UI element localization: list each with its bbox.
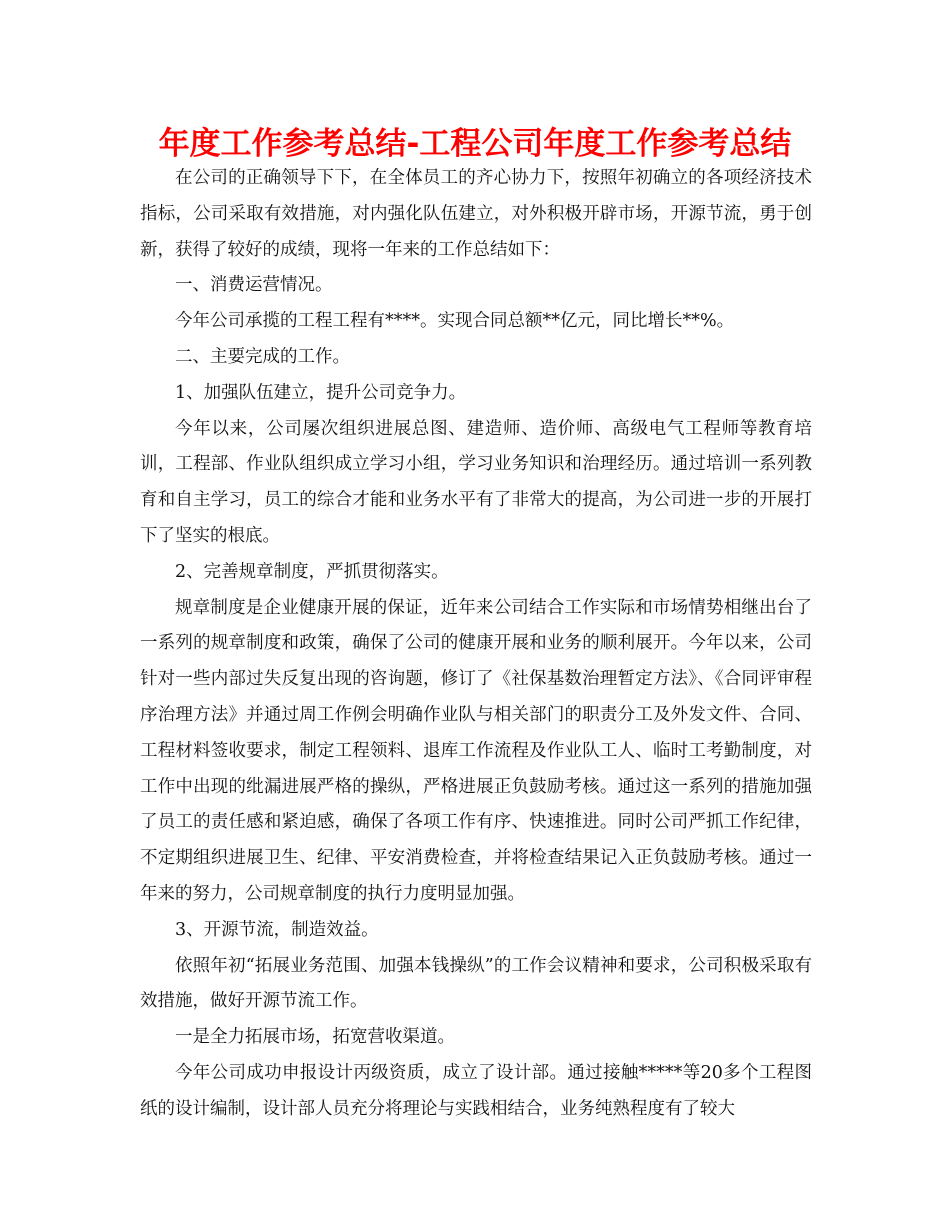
subheading-2: 2、完善规章制度，严抓贯彻落实。 [175, 561, 449, 582]
subheading-3: 3、开源节流，制造效益。 [175, 919, 379, 940]
paragraph-training: 今年以来，公司屡次组织进展总图、建造师、造价师、高级电气工程师等教育培训，工程部、作业队组织成立学习小组，学习业务知识和治理经历。通过培训一系列教育和自主学习，员工的综合才能和业务水平有了非常大的提高，为公司进一步的开展打下了坚实的根底。 [140, 418, 812, 546]
document-body [140, 161, 812, 1128]
paragraph-cost-control: 依照年初“拓展业务范围、加强本钱操纵”的工作会议精神和要求，公司积极采取有效措施，做好开源节流工作。 [140, 955, 812, 1012]
paragraph-design: 今年公司成功申报设计丙级资质，成立了设计部。通过接触*****等20多个工程图纸的设计编制，设计部人员充分将理论与实践相结合，业务纯熟程度有了较大 [140, 1062, 812, 1119]
paragraph-regulations: 规章制度是企业健康开展的保证，近年来公司结合工作实际和市场情势相继出台了一系列的规章制度和政策，确保了公司的健康开展和业务的顺利展开。今年以来，公司针对一些内部过失反复出现的咨询题，修订了《社保基数治理暂定方法》、《合同评审程序治理方法》并通过周工作例会明确作业队与相关部门的职责分工及外发文件、合同、工程材料签收要求，制定工程领料、退库工作流程及作业队工人、临时工考勤制度，对工作中出现的纰漏进展严格的操纵，严格进展正负鼓励考核。通过这一系列的措施加强了员工的责任感和紧迫感，确保了各项工作有序、快速推进。同时公司严抓工作纪律，不定期组织进展卫生、纪律、平安消费检查，并将检查结果记入正负鼓励考核。通过一年来的努力，公司规章制度的执行力度明显加强。 [140, 597, 812, 904]
subheading-1: 1、加强队伍建立，提升公司竞争力。 [175, 382, 467, 403]
document-title: 年度工作参考总结-工程公司年度工作参考总结 [158, 126, 792, 162]
paragraph-intro: 在公司的正确领导下下，在全体员工的齐心协力下，按照年初确立的各项经济技术指标，公司采取有效措施，对内强化队伍建立，对外积极开辟市场，开源节流，勇于创新，获得了较好的成绩，现将一年来的工作总结如下： [140, 168, 812, 260]
heading-section-2: 二、主要完成的工作。 [175, 346, 350, 367]
heading-section-1: 一、消费运营情况。 [175, 275, 333, 296]
subheading-market: 一是全力拓展市场，拓宽营收渠道。 [175, 1027, 455, 1048]
paragraph-operations: 今年公司承揽的工程工程有****。实现合同总额**亿元，同比增长**%。 [175, 311, 735, 332]
